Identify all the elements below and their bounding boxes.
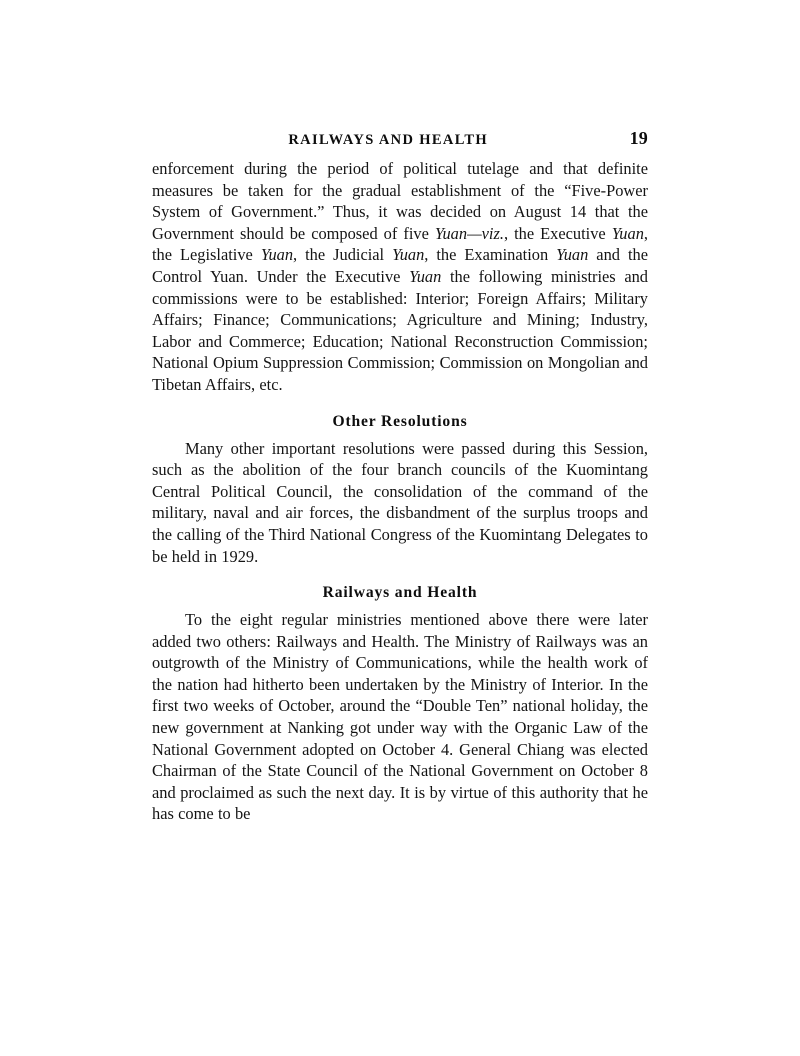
paragraph-railways-and-health: To the eight regular ministries mentioned above there were later added two others: Railways and Health. The Ministry of Railways was an outgrowth of the Ministry of Communications, while the health work of the nation had hitherto been undertaken by the Ministry of Interior. In the first two weeks of October, around the “Double Ten” national holiday, the new government at Nanking got under way with the Organic Law of the National Government adopted on October 4. General Chiang was elected Chairman of the State Council of the National Government on October 8 and proclaimed as such the next day. It is by virtue of this authority that he has come to be: [152, 610, 648, 824]
text-run: , the Executive: [503, 223, 612, 243]
spacer: [152, 431, 648, 438]
text-run: enforcement during the period of political tutelage and that definite measures be taken for the gradual establishment of the “Five-Power System of Government.” Thus, it was decided on August 14 that the Government should be composed of five: [152, 159, 648, 243]
italic-term: Yuan: [611, 223, 644, 243]
italic-term: Yuan: [556, 245, 589, 265]
text-run: , the Judicial: [293, 245, 393, 265]
paragraph-government-structure: [152, 158, 648, 396]
italic-term: Yuan: [260, 245, 294, 265]
text-run: , the Examination: [424, 245, 557, 265]
italic-term: Yuan: [409, 266, 442, 286]
spacer: [152, 567, 648, 584]
section-heading-railways-and-health: Railways and Health: [322, 584, 478, 602]
paragraph-other-resolutions: Many other important resolutions were passed during this Session, such as the abolition of the four branch councils of the Kuomintang Central Political Council, the consolidation of the command of the military, naval and air forces, the disbandment of the surplus troops and the calling of the Third National Congress of the Kuomintang Delegates to be held in 1929.: [152, 438, 648, 566]
spacer: [152, 396, 648, 413]
spacer: [152, 602, 648, 609]
italic-term: Yuan: [392, 245, 425, 265]
italic-term: Yuan—viz.: [434, 223, 504, 243]
text-column: [152, 158, 648, 825]
text-run: and the Control Yuan. Under the Executive: [152, 245, 648, 286]
section-heading-other-resolutions: Other Resolutions: [332, 412, 468, 430]
text-run: the following ministries and commissions were to be established: Interior; Foreign Affairs; Military Affairs; Finance; Communications; Agriculture and Mining; Industry, Labor and Commerce; Education; National Reconstruction Commission; National Opium Suppression Commission; Commission on Mongolian and Tibetan Affairs, etc.: [152, 266, 648, 394]
text-run: , the Legislative: [152, 223, 648, 265]
page-number: 19: [629, 128, 648, 148]
running-head: [152, 128, 648, 149]
running-head-title: RAILWAYS AND HEALTH: [288, 132, 489, 148]
